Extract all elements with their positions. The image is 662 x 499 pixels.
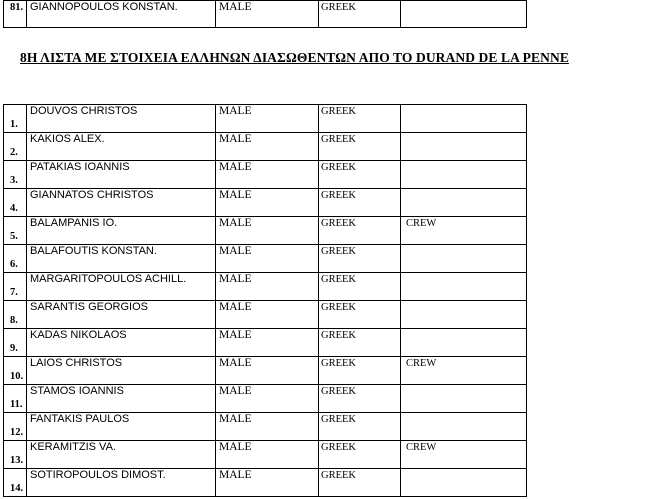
table-row	[4, 1, 527, 28]
table-row	[4, 469, 527, 497]
person-note	[401, 1, 527, 28]
row-number: 7.	[4, 273, 27, 301]
person-nationality: GREEK	[319, 357, 401, 385]
person-note	[401, 413, 527, 441]
person-note	[401, 105, 527, 133]
table-row	[4, 189, 527, 217]
person-nationality: GREEK	[319, 301, 401, 329]
person-note	[401, 161, 527, 189]
person-note	[401, 273, 527, 301]
person-name: GIANNOPOULOS KONSTAN.	[27, 1, 216, 28]
person-sex: MALE	[216, 217, 319, 245]
row-number: 4.	[4, 189, 27, 217]
table-row	[4, 161, 527, 189]
person-sex: MALE	[216, 469, 319, 497]
row-number: 8.	[4, 301, 27, 329]
previous-list-table	[3, 0, 527, 28]
person-nationality: GREEK	[319, 245, 401, 273]
person-sex: MALE	[216, 329, 319, 357]
person-sex: MALE	[216, 133, 319, 161]
table-row	[4, 329, 527, 357]
table-row	[4, 105, 527, 133]
table-row	[4, 441, 527, 469]
person-sex: MALE	[216, 105, 319, 133]
person-note	[401, 245, 527, 273]
person-nationality: GREEK	[319, 105, 401, 133]
person-name: GIANNATOS CHRISTOS	[27, 189, 216, 217]
table-row	[4, 245, 527, 273]
person-name: KADAS NIKOLAOS	[27, 329, 216, 357]
survivors-table-body	[4, 105, 527, 497]
table-row	[4, 273, 527, 301]
person-sex: MALE	[216, 1, 319, 28]
person-name: BALAFOUTIS KONSTAN.	[27, 245, 216, 273]
table-row	[4, 301, 527, 329]
person-nationality: GREEK	[319, 413, 401, 441]
row-number: 2.	[4, 133, 27, 161]
person-nationality: GREEK	[319, 385, 401, 413]
person-note	[401, 189, 527, 217]
row-number: 11.	[4, 385, 27, 413]
row-number: 10.	[4, 357, 27, 385]
person-note	[401, 301, 527, 329]
table-row	[4, 413, 527, 441]
row-number: 6.	[4, 245, 27, 273]
row-number: 81.	[4, 1, 27, 28]
person-note: CREW	[401, 217, 527, 245]
person-name: KAKIOS ALEX.	[27, 133, 216, 161]
table-row	[4, 385, 527, 413]
list-heading: 8Η ΛΙΣΤΑ ΜΕ ΣΤΟΙΧΕΙΑ ΕΛΛΗΝΩΝ ΔΙΑΣΩΘΕΝΤΩΝ ΑΠΟ ΤΟ DURAND DE LA PENNE	[20, 50, 569, 65]
row-number: 14.	[4, 469, 27, 497]
person-nationality: GREEK	[319, 441, 401, 469]
table-row	[4, 133, 527, 161]
person-nationality: GREEK	[319, 133, 401, 161]
person-sex: MALE	[216, 161, 319, 189]
person-sex: MALE	[216, 301, 319, 329]
person-note	[401, 469, 527, 497]
person-name: BALAMPANIS IO.	[27, 217, 216, 245]
person-sex: MALE	[216, 357, 319, 385]
person-note: CREW	[401, 357, 527, 385]
person-name: MARGARITOPOULOS ACHILL.	[27, 273, 216, 301]
person-name: PATAKIAS IOANNIS	[27, 161, 216, 189]
person-nationality: GREEK	[319, 189, 401, 217]
person-name: LAIOS CHRISTOS	[27, 357, 216, 385]
person-sex: MALE	[216, 413, 319, 441]
row-number: 9.	[4, 329, 27, 357]
row-number: 1.	[4, 105, 27, 133]
person-name: SOTIROPOULOS DIMOST.	[27, 469, 216, 497]
person-note	[401, 329, 527, 357]
person-name: FANTAKIS PAULOS	[27, 413, 216, 441]
person-sex: MALE	[216, 189, 319, 217]
person-nationality: GREEK	[319, 161, 401, 189]
person-nationality: GREEK	[319, 469, 401, 497]
row-number: 13.	[4, 441, 27, 469]
person-name: KERAMITZIS VA.	[27, 441, 216, 469]
person-note: CREW	[401, 441, 527, 469]
person-nationality: GREEK	[319, 217, 401, 245]
row-number: 5.	[4, 217, 27, 245]
person-name: SARANTIS GEORGIOS	[27, 301, 216, 329]
row-number: 12.	[4, 413, 27, 441]
table-row	[4, 357, 527, 385]
table-row	[4, 217, 527, 245]
person-nationality: GREEK	[319, 329, 401, 357]
person-nationality: GREEK	[319, 273, 401, 301]
survivors-table	[3, 104, 527, 497]
person-name: STAMOS IOANNIS	[27, 385, 216, 413]
row-number: 3.	[4, 161, 27, 189]
person-note	[401, 385, 527, 413]
person-nationality: GREEK	[319, 1, 401, 28]
person-name: DOUVOS CHRISTOS	[27, 105, 216, 133]
person-sex: MALE	[216, 245, 319, 273]
person-sex: MALE	[216, 385, 319, 413]
person-sex: MALE	[216, 441, 319, 469]
person-note	[401, 133, 527, 161]
person-sex: MALE	[216, 273, 319, 301]
